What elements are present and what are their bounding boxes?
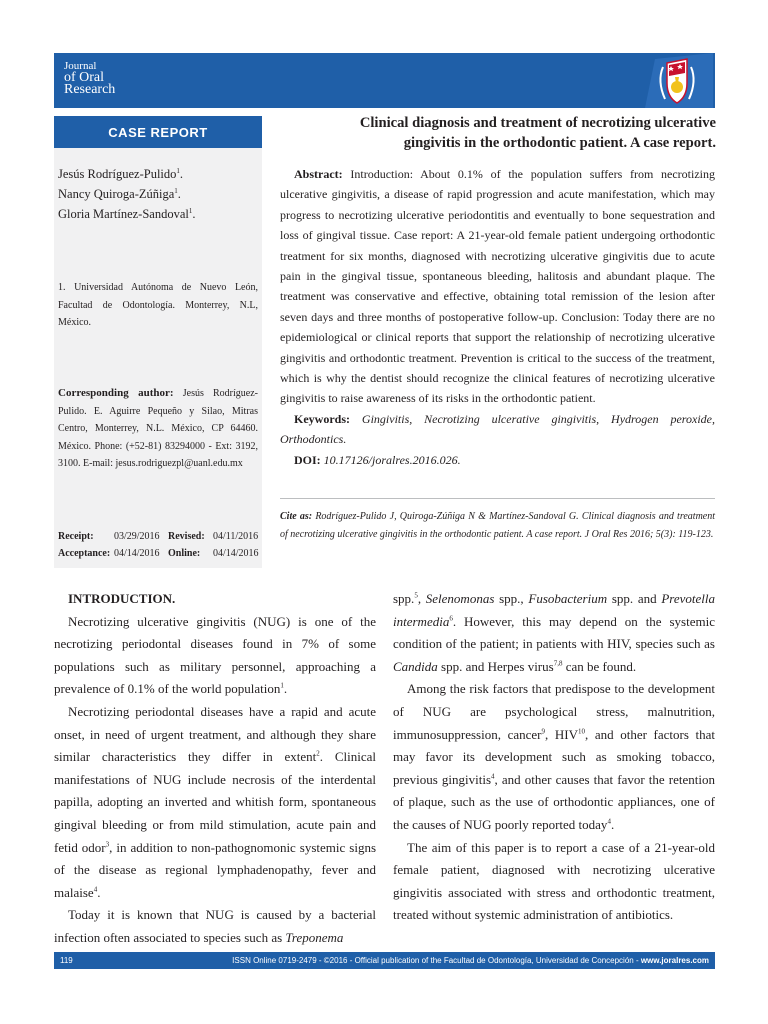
page-footer <box>54 952 715 969</box>
author-item <box>58 204 258 224</box>
author-name: Jesús Rodríguez-Pulido <box>58 167 177 181</box>
affiliation: 1. Universidad Autónoma de Nuevo León, Facultad de Odontología. Monterrey, N.L, México. <box>58 282 258 328</box>
acceptance-label: Acceptance: <box>58 548 111 559</box>
text-run: Today it is known that NUG is caused by a bacterial infection often associated to species such as <box>54 907 376 945</box>
body-paragraph: Among the risk factors that predispose to the development of NUG are psychological stress, malnutrition, immunosuppression, cancer$^9$, HIV$^{10}$, and other factors that may favor its development such as smoking tobacco, previous gingivitis$^4$, and other causes that favor the retention of plaque, such as the use of orthodontic appliances, one of the causes of NUG poorly reported today$^4$. <box>393 681 716 832</box>
citation-sup: 7,8 <box>553 659 563 668</box>
university-crest-icon <box>625 53 715 108</box>
citation-sup: 2 <box>316 749 320 758</box>
author-name: Gloria Martínez-Sandoval <box>58 207 189 221</box>
doi-paragraph <box>280 450 715 470</box>
text-run: The aim of this paper is to report a case of a 21-year-old female patient, diagnosed with necrotizing ulcerative gingivitis associated with stress and orthodontic treatment, treated without systemic administration of antibiotics. <box>393 839 715 923</box>
revised-label: Revised: <box>168 531 205 542</box>
citation-sup: 9 <box>541 727 545 736</box>
text-run: . However, this may depend on the systemic condition of the patient; in patients with HIV, species such as <box>393 613 715 652</box>
journal-title-line2: of Oral <box>64 70 105 85</box>
section-tab: CASE REPORT <box>54 116 262 148</box>
footer-text <box>134 956 715 965</box>
text-run: spp., <box>494 591 529 606</box>
corresponding-author <box>58 385 258 473</box>
text-run: Among the risk factors that predispose to the development of NUG are psychological stress, malnutrition, immunosuppression, cancer <box>393 681 715 742</box>
author-affil-sup: 1 <box>176 166 180 175</box>
species-name: Selenomonas <box>425 591 495 606</box>
text-run: spp. and <box>607 591 662 606</box>
abstract-label: Abstract: <box>294 167 343 181</box>
body-paragraph <box>54 904 376 949</box>
journal-header <box>54 53 715 108</box>
footer-issn: ISSN Online 0719-2479 - ©2016 - Official publication of the Facultad de Odontología, Universidad de Concepción - <box>232 956 641 965</box>
text-run: , in addition to non-pathognomonic systemic signs of the disease as regional lymphadenopathy, fever and malaise <box>54 839 377 900</box>
species-name: Fusobacterium <box>528 591 608 606</box>
text-run: , HIV <box>545 726 578 742</box>
author-end: . <box>192 207 196 221</box>
journal-logo-text <box>64 60 115 96</box>
author-list <box>58 164 258 224</box>
body-column-right <box>393 588 715 927</box>
body-paragraph: Necrotizing ulcerative gingivitis (NUG) is one of the necrotizing periodontal diseases found in 7% of some populations such as military personnel, approaching a prevalence of 0.1% of the world population$^1$. <box>54 613 376 697</box>
text-run: , <box>417 591 426 606</box>
citation-sup: 1 <box>280 682 284 691</box>
author-affil-sup: 1 <box>174 186 178 195</box>
citation-sup: 4 <box>607 817 611 826</box>
keywords-text: Gingivitis, Necrotizing ulcerative gingivitis, Hydrogen peroxide, Orthodontics. <box>280 411 716 447</box>
title-line: Clinical diagnosis and treatment of necrotizing ulcerative <box>359 115 716 131</box>
cite-divider <box>280 498 715 499</box>
keywords-label: Keywords: <box>294 411 350 426</box>
doi-link[interactable]: 10.17126/joralres.2016.026. <box>323 452 461 467</box>
citation-sup: 4 <box>93 885 98 894</box>
species-name: Prevotella intermedia <box>393 591 716 629</box>
species-name: Treponema <box>285 929 344 945</box>
online-date: 04/14/2016 <box>213 548 259 559</box>
cite-as <box>280 508 715 544</box>
journal-url-link[interactable]: www.joralres.com <box>640 956 709 965</box>
text-run: Necrotizing periodontal diseases have a rapid and acute onset, in need of urgent treatment, and although they share similar characteristics they differ in extent <box>54 703 376 765</box>
dates-row <box>58 528 262 545</box>
article-dates <box>58 528 262 562</box>
dates-row <box>58 545 262 562</box>
abstract-text: Introduction: About 0.1% of the population suffers from necrotizing ulcerative gingivitis, a disease of rapid progression and acute manifestation, which may progress to necrotizing ulcerative periodontitis and eventually to bone sequestration and loss of gingival tissue. Case report: A 21-year-old female patient undergoing orthodontic treatment for six months, diagnosed with necrotizing ulcerative gingivitis due to acute pain in the gingival tissue, spontaneous bleeding, halitosis and abundant plaque. The treatment was conservative and effective, obtaining total remission of the lesion after seven days and three months of postoperative follow-up. Conclusion: Today there are no epidemiological or clinical reports that support the relationship of necrotizing ulcerative gingivitis and orthodontic treatment. Prevention is critical to the success of the treatment, which is why the dentist should recognize the clinical features of necrotizing ulcerative gingivitis to raise awareness of its risks in the orthodontic patient. <box>280 167 716 406</box>
text-run: can be found. <box>562 658 637 674</box>
author-end: . <box>177 187 181 201</box>
keywords-paragraph <box>280 409 715 450</box>
acceptance-date: 04/14/2016 <box>114 548 160 559</box>
species-name: Candida <box>393 658 438 674</box>
author-item <box>58 164 258 184</box>
title-line: gingivitis in the orthodontic patient. A case report. <box>403 135 716 151</box>
revised-date: 04/11/2016 <box>213 531 259 542</box>
citation-sup: 3 <box>105 840 110 849</box>
cite-text: Rodríguez-Pulido J, Quiroga-Zúñiga N & Martínez-Sandoval G. Clinical diagnosis and treatment of necrotizing ulcerative gingivitis in the orthodontic patient. A case report. J Oral Res 2016; 5(3): 119-123. <box>280 511 716 540</box>
author-end: . <box>179 167 184 181</box>
author-item <box>58 184 258 204</box>
body-column-left <box>54 588 376 950</box>
corresponding-label: Corresponding author: <box>58 387 174 399</box>
citation-sup: 10 <box>577 727 585 736</box>
body-paragraph: Necrotizing periodontal diseases have a rapid and acute onset, in need of urgent treatment, and although they share similar characteristics they differ in extent$^2$. Clinical manifestations of NUG include necrosis of the interdental papilla, adopting an inverted and whitish form, spontaneous gingival bleeding or from mild stimulation, acute pain and fetid odor$^3$, in addition to non-pathognomonic systemic signs of the disease as regional lymphadenopathy, fever and malaise$^4$. <box>54 703 377 900</box>
body-paragraph <box>393 837 715 927</box>
receipt-date: 03/29/2016 <box>114 531 160 542</box>
online-label: Online: <box>168 548 201 559</box>
text-run: Necrotizing ulcerative gingivitis (NUG) is one of the necrotizing periodontal diseases found in 7% of some populations such as military personnel, approaching a prevalence of 0.1% of the world population <box>54 613 376 697</box>
paper-title <box>276 113 716 153</box>
section-heading: INTRODUCTION. <box>68 591 176 606</box>
author-affil-sup: 1 <box>188 206 193 215</box>
citation-sup: 6 <box>449 614 453 623</box>
citation-sup: 5 <box>414 591 418 600</box>
corresponding-text: Jesús Rodríguez-Pulido. E. Aguirre Pequeño y Silao, Mitras Centro, Monterrey, N.L. México, CP 64460. México. Phone: (+52-81) 83294000 - Ext: 3192, 3100. E-mail: jesus.rodriguezpl@uanl.edu.mx <box>58 388 258 469</box>
text-run: spp. <box>393 591 415 606</box>
abstract-block <box>280 164 715 470</box>
citation-sup: 4 <box>491 772 495 781</box>
journal-title-line1: Journal <box>64 60 97 72</box>
page-number: 119 <box>60 956 73 965</box>
text-run: spp. and Herpes virus <box>437 658 554 674</box>
text-run: . Clinical manifestations of NUG include necrosis of the interdental papilla, adopting an inverted and whitish form, spontaneous gingival bleeding or from mild stimulation, acute pain and fetid odor <box>54 749 376 855</box>
abstract-paragraph <box>280 164 715 409</box>
cite-label: Cite as: <box>280 511 313 522</box>
body-paragraph <box>393 588 715 678</box>
text-run: , and other factors that may favor its development such as smoking tobacco, previous gingivitis <box>393 726 715 787</box>
author-name: Nancy Quiroga-Zúñiga <box>58 187 175 201</box>
text-run: , and other causes that favor the retention of plaque, such as the use of orthodontic appliances, one of the causes of NUG poorly reported today <box>393 771 716 832</box>
doi-label: DOI: <box>294 452 321 467</box>
journal-title-line3: Research <box>64 82 116 97</box>
receipt-label: Receipt: <box>58 531 94 542</box>
